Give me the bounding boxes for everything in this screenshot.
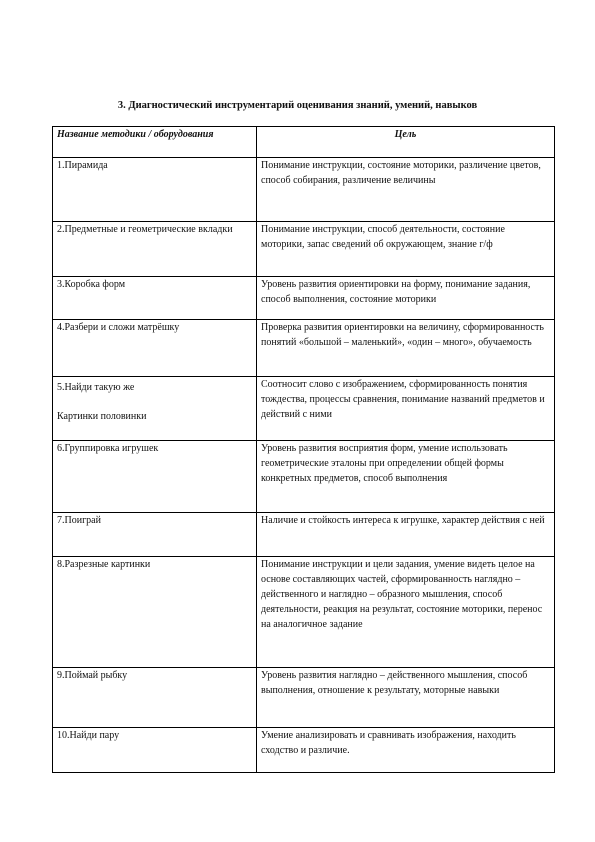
method-goal: Понимание инструкции, способ деятельности, состояние моторики, запас сведений об окружающем, знание г/ф bbox=[257, 222, 555, 277]
table-row bbox=[53, 158, 555, 222]
method-goal: Наличие и стойкость интереса к игрушке, характер действия с ней bbox=[257, 513, 555, 557]
table-row bbox=[53, 222, 555, 277]
table-row bbox=[53, 728, 555, 773]
table-row bbox=[53, 668, 555, 728]
method-name: 4.Разбери и сложи матрёшку bbox=[53, 320, 257, 377]
method-name: 6.Группировка игрушек bbox=[53, 441, 257, 513]
method-name: 1.Пирамида bbox=[53, 158, 257, 222]
table-row bbox=[53, 277, 555, 320]
method-name-secondary: Картинки половинки bbox=[57, 411, 147, 422]
table-row bbox=[53, 377, 555, 441]
method-name: 9.Поймай рыбку bbox=[53, 668, 257, 728]
method-name: 7.Поиграй bbox=[53, 513, 257, 557]
method-name: 8.Разрезные картинки bbox=[53, 557, 257, 668]
method-goal: Понимание инструкции, состояние моторики, различение цветов, способ собирания, различение величины bbox=[257, 158, 555, 222]
method-name: 5.Найди такую же bbox=[57, 382, 135, 393]
page-title: 3. Диагностический инструментарий оценивания знаний, умений, навыков bbox=[117, 100, 478, 111]
table-row bbox=[53, 513, 555, 557]
method-name: 10.Найди пару bbox=[53, 728, 257, 773]
method-goal: Уровень развития восприятия форм, умение использовать геометрические эталоны при определении общей формы конкретных предметов, способ выполнения bbox=[257, 441, 555, 513]
method-name-cell bbox=[53, 377, 257, 441]
method-goal: Соотносит слово с изображением, сформированность понятия тождества, процессы сравнения, понимание названий предметов и действий с ними bbox=[257, 377, 555, 441]
method-goal: Уровень развития ориентировки на форму, понимание задания, способ выполнения, состояние моторики bbox=[257, 277, 555, 320]
method-goal: Проверка развития ориентировки на величину, сформированность понятий «большой – маленький», «один – много», обучаемость bbox=[257, 320, 555, 377]
spacer bbox=[57, 395, 252, 409]
header-method: Название методики / оборудования bbox=[53, 127, 257, 158]
method-name: 3.Коробка форм bbox=[53, 277, 257, 320]
table-row bbox=[53, 320, 555, 377]
method-name: 2.Предметные и геометрические вкладки bbox=[53, 222, 257, 277]
table-header-row bbox=[53, 127, 555, 158]
method-goal: Понимание инструкции и цели задания, умение видеть целое на основе составляющих частей, сформированность наглядно – действенного и наглядно – образного мышления, способ деятельности, реакция на результат, состояние моторики, перенос на аналогичное задание bbox=[257, 557, 555, 668]
diagnostic-table bbox=[52, 126, 555, 773]
header-goal: Цель bbox=[257, 127, 555, 158]
table-row bbox=[53, 441, 555, 513]
method-goal: Уровень развития наглядно – действенного мышления, способ выполнения, отношение к результату, моторные навыки bbox=[257, 668, 555, 728]
table-row bbox=[53, 557, 555, 668]
method-goal: Умение анализировать и сравнивать изображения, находить сходство и различие. bbox=[257, 728, 555, 773]
